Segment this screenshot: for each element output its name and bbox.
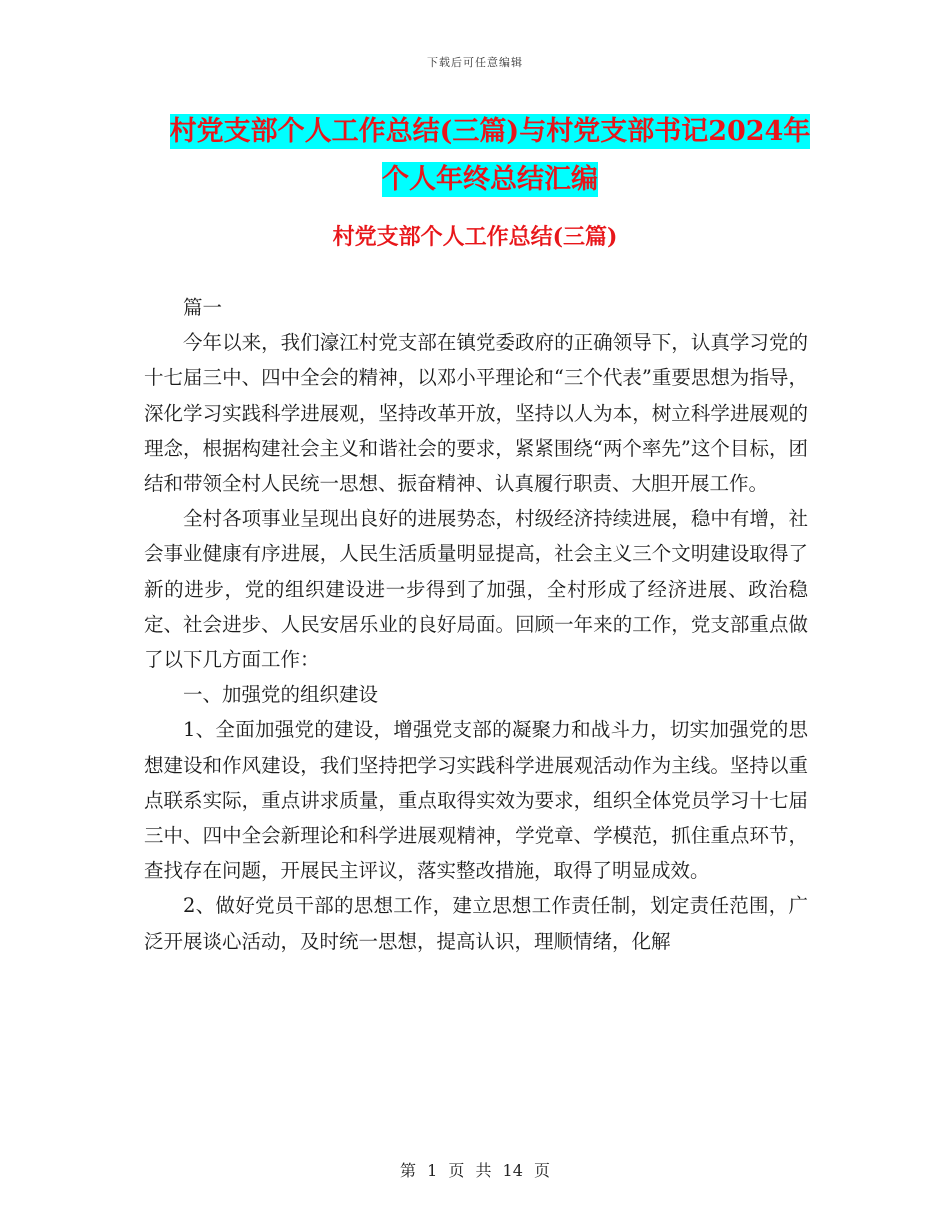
page-number: 第 1 页 共 14 页: [400, 1161, 550, 1180]
subheading-organization-building: 一、加强党的组织建设: [183, 683, 379, 707]
document-title-line-1: 村党支部个人工作总结(三篇)与村党支部书记2024年: [169, 116, 811, 147]
paragraph: 今年以来，我们濠江村党支部在镇党委政府的正确领导下，认真学习党的十七届三中、四中全会的精神，以邓小平理论和“三个代表”重要思想为指导，深化学习实践科学进展观，坚持改革开放，坚持以人为本，树立科学进展观的理念，根据构建社会主义和谐社会的要求，紧紧围绕“两个率先”这个目标，团结和带领全村人民统一思想、振奋精神、认真履行职责、大胆开展工作。: [144, 331, 808, 496]
paragraph: 1、全面加强党的建设，增强党支部的凝聚力和战斗力，切实加强党的思想建设和作风建设，我们坚持把学习实践科学进展观活动作为主线。坚持以重点联系实际，重点讲求质量，重点取得实效为要求，组织全体党员学习十七届三中、四中全会新理论和科学进展观精神，学党章、学模范，抓住重点环节，查找存在问题，开展民主评议，落实整改措施，取得了明显成效。: [144, 718, 808, 883]
document-title-line-2: 个人年终总结汇编: [382, 164, 598, 195]
page-header-note: 下载后可任意编辑: [427, 56, 523, 69]
paragraph: 2、做好党员干部的思想工作，建立思想工作责任制，划定责任范围，广泛开展谈心活动，及时统一思想，提高认识，理顺情绪，化解: [144, 894, 808, 953]
document-body: [144, 290, 808, 959]
document-title: [140, 108, 840, 204]
paragraph-heading-part-one: 篇一: [183, 296, 223, 319]
section-title: 村党支部个人工作总结(三篇): [332, 224, 618, 250]
paragraph: 全村各项事业呈现出良好的进展势态，村级经济持续进展，稳中有增，社会事业健康有序进展，人民生活质量明显提高，社会主义三个文明建设取得了新的进步，党的组织建设进一步得到了加强，全村形成了经济进展、政治稳定、社会进步、人民安居乐业的良好局面。回顾一年来的工作，党支部重点做了以下几方面工作：: [144, 507, 808, 672]
